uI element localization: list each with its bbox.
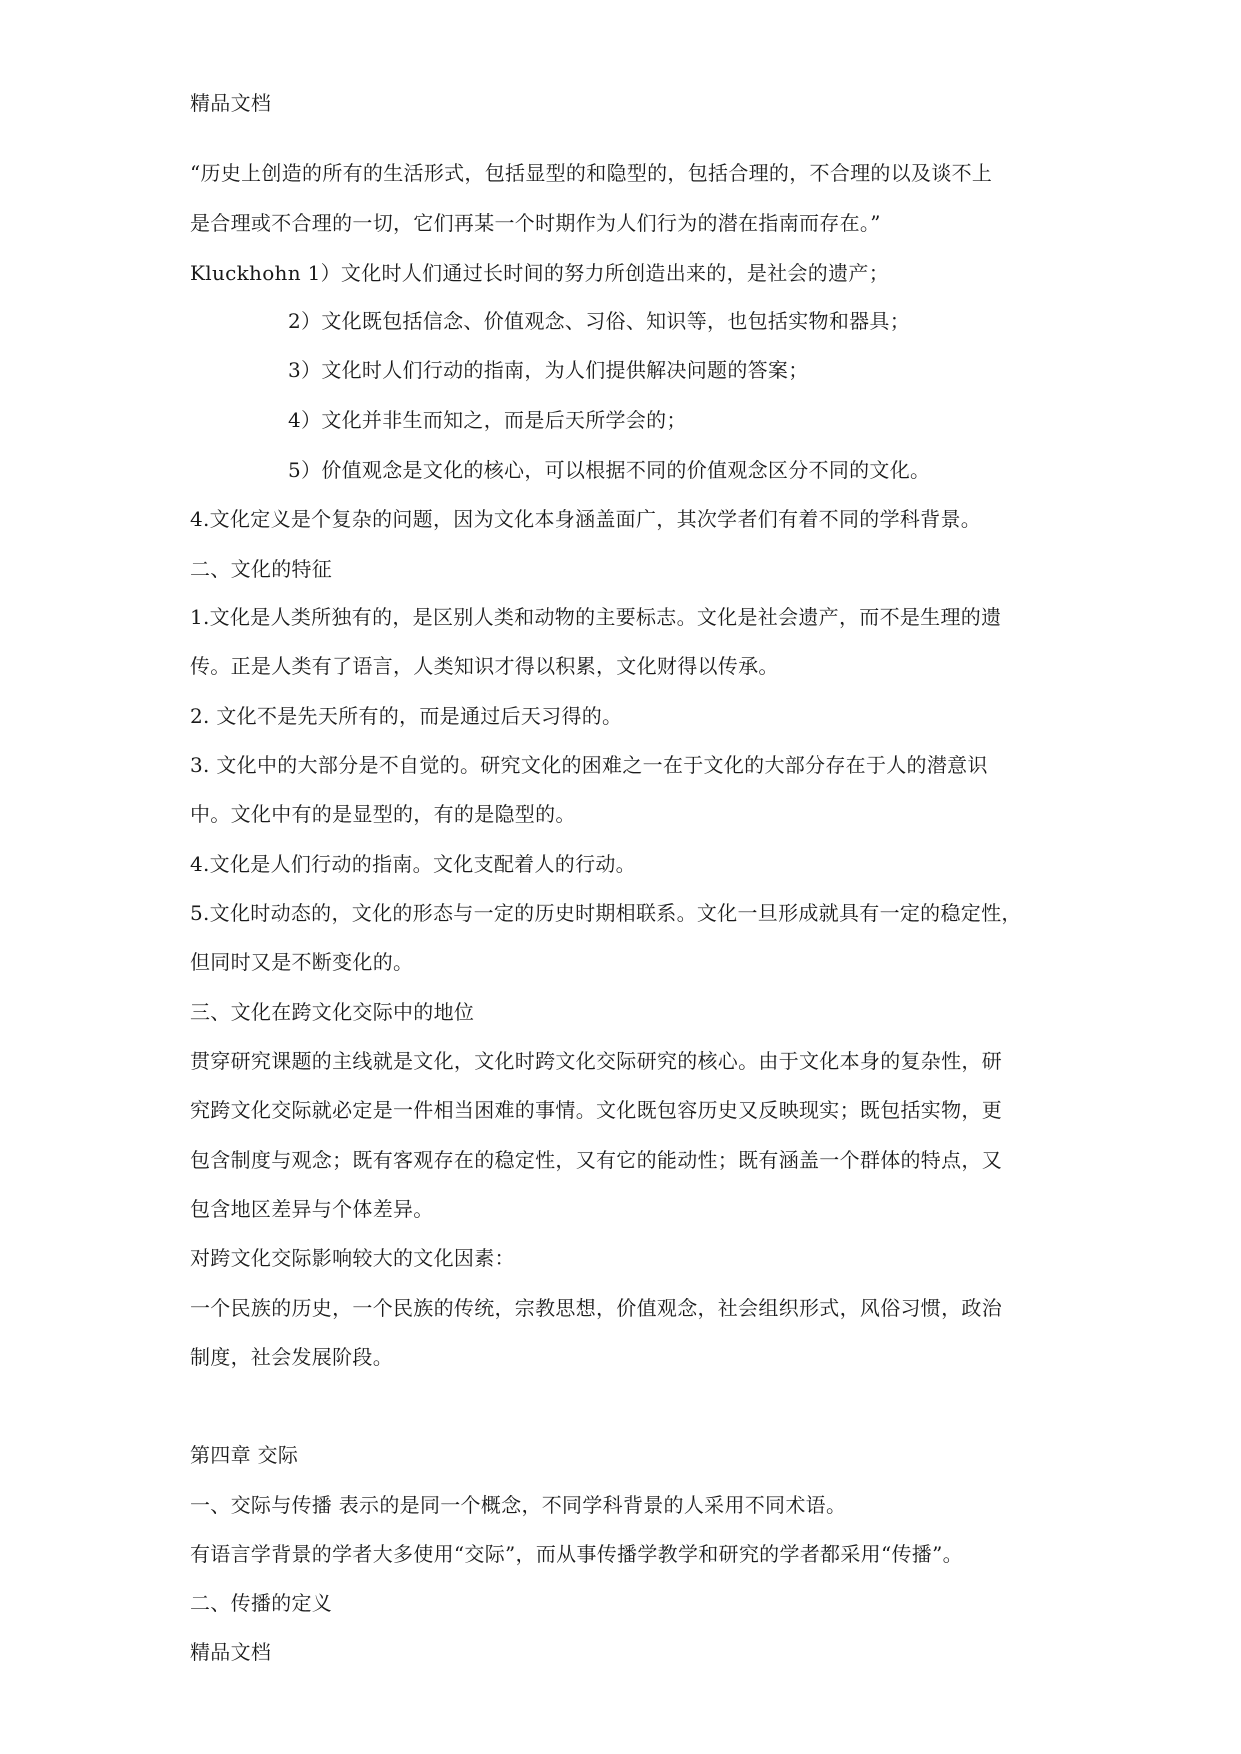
paragraph-line: 是合理或不合理的一切，它们再某一个时期作为人们行为的潜在指南而存在。” bbox=[190, 211, 881, 235]
chapter-heading: 第四章 交际 bbox=[190, 1443, 299, 1467]
paragraph-line: 3. 文化中的大部分是不自觉的。研究文化的困难之一在于文化的大部分存在于人的潜意识 bbox=[190, 753, 988, 777]
page-footer: 精品文档 bbox=[190, 1640, 272, 1664]
section-heading: 三、文化在跨文化交际中的地位 bbox=[190, 1000, 475, 1024]
paragraph-line: 对跨文化交际影响较大的文化因素： bbox=[190, 1246, 515, 1270]
section-heading: 二、文化的特征 bbox=[190, 557, 333, 581]
paragraph-line: 一个民族的历史，一个民族的传统，宗教思想，价值观念，社会组织形式，风俗习惯，政治 bbox=[190, 1296, 1002, 1320]
section-heading: 二、传播的定义 bbox=[190, 1591, 333, 1615]
paragraph-line: 4.文化定义是个复杂的问题，因为文化本身涵盖面广，其次学者们有着不同的学科背景。 bbox=[190, 507, 982, 531]
section-heading: 一、交际与传播 表示的是同一个概念，不同学科背景的人采用不同术语。 bbox=[190, 1493, 847, 1517]
paragraph-line: 但同时又是不断变化的。 bbox=[190, 950, 414, 974]
paragraph-line: 传。正是人类有了语言，人类知识才得以积累，文化财得以传承。 bbox=[190, 654, 779, 678]
paragraph-line: 5.文化时动态的，文化的形态与一定的历史时期相联系。文化一旦形成就具有一定的稳定性， bbox=[190, 901, 1022, 925]
paragraph-line: 1.文化是人类所独有的，是区别人类和动物的主要标志。文化是社会遗产，而不是生理的遗 bbox=[190, 605, 1002, 629]
paragraph-line: 4.文化是人们行动的指南。文化支配着人的行动。 bbox=[190, 852, 636, 876]
paragraph-line: 中。文化中有的是显型的，有的是隐型的。 bbox=[190, 802, 576, 826]
paragraph-line: 包含制度与观念；既有客观存在的稳定性，又有它的能动性；既有涵盖一个群体的特点，又 bbox=[190, 1148, 1002, 1172]
paragraph-line: 有语言学背景的学者大多使用“交际”，而从事传播学教学和研究的学者都采用“传播”。 bbox=[190, 1542, 963, 1566]
paragraph-line: Kluckhohn 1）文化时人们通过长时间的努力所创造出来的，是社会的遗产； bbox=[190, 261, 890, 285]
paragraph-line: “历史上创造的所有的生活形式，包括显型的和隐型的，包括合理的，不合理的以及谈不上 bbox=[190, 161, 993, 185]
paragraph-line: 2. 文化不是先天所有的，而是通过后天习得的。 bbox=[190, 704, 623, 728]
paragraph-line: 贯穿研究课题的主线就是文化，文化时跨文化交际研究的核心。由于文化本身的复杂性，研 bbox=[190, 1049, 1002, 1073]
list-item: 3）文化时人们行动的指南，为人们提供解决问题的答案； bbox=[288, 358, 809, 382]
list-item: 4）文化并非生而知之，而是后天所学会的； bbox=[288, 408, 687, 432]
list-item: 2）文化既包括信念、价值观念、习俗、知识等，也包括实物和器具； bbox=[288, 309, 911, 333]
page-header: 精品文档 bbox=[190, 91, 272, 115]
paragraph-line: 究跨文化交际就必定是一件相当困难的事情。文化既包容历史又反映现实；既包括实物，更 bbox=[190, 1098, 1002, 1122]
paragraph-line: 制度，社会发展阶段。 bbox=[190, 1345, 393, 1369]
paragraph-line: 包含地区差异与个体差异。 bbox=[190, 1197, 434, 1221]
list-item: 5）价值观念是文化的核心，可以根据不同的价值观念区分不同的文化。 bbox=[288, 458, 931, 482]
